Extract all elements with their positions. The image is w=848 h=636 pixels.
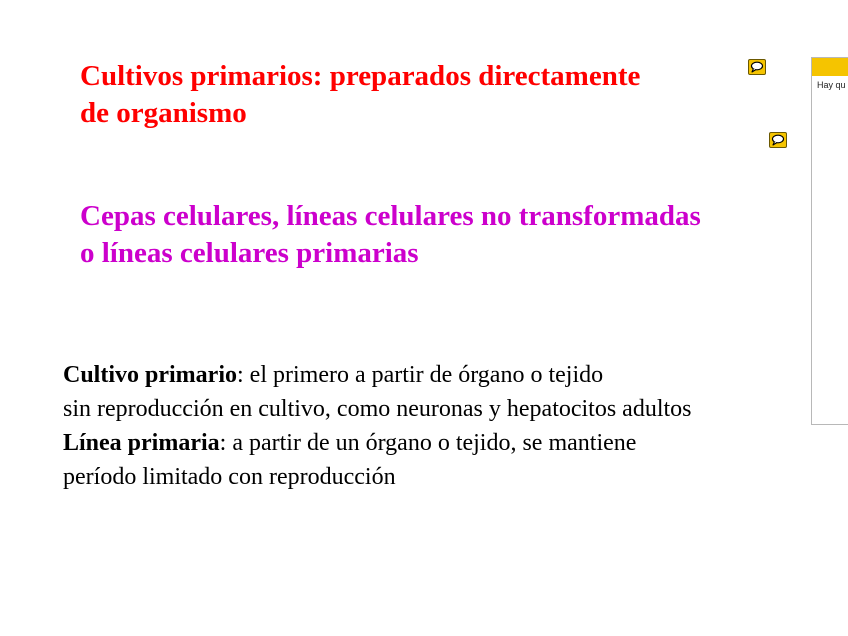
definition-text-2: sin reproducción en cultivo, como neuronas y hepatocitos adultos [63,396,692,422]
definition-text-1: : el primero a partir de órgano o tejido [237,362,604,388]
definitions-text [63,358,823,494]
definition-linea-primaria [63,426,823,460]
comment-panel-text: Hay qu [817,80,846,90]
speech-bubble-icon[interactable] [769,132,787,148]
comment-panel-header [812,58,848,76]
definition-text-4: período limitado con reproducción [63,464,396,490]
comment-panel[interactable] [811,57,848,425]
speech-bubble-icon[interactable] [748,59,766,75]
heading-cultivos-primarios [80,58,760,132]
term-cultivo-primario: Cultivo primario [63,362,237,388]
heading-cepas-celulares [80,198,820,272]
heading1-line-1: Cultivos primarios: preparados directamente [80,60,641,92]
speech-bubble-glyph [771,134,785,146]
heading2-line-1: Cepas celulares, líneas celulares no transformadas [80,200,701,232]
definition-cultivo-primario [63,358,823,392]
term-linea-primaria: Línea primaria [63,430,220,456]
speech-bubble-glyph [750,61,764,73]
definition-text-3: : a partir de un órgano o tejido, se mantiene [219,430,637,456]
heading2-line-2: o líneas celulares primarias [80,237,419,269]
heading1-line-2: de organismo [80,97,247,129]
